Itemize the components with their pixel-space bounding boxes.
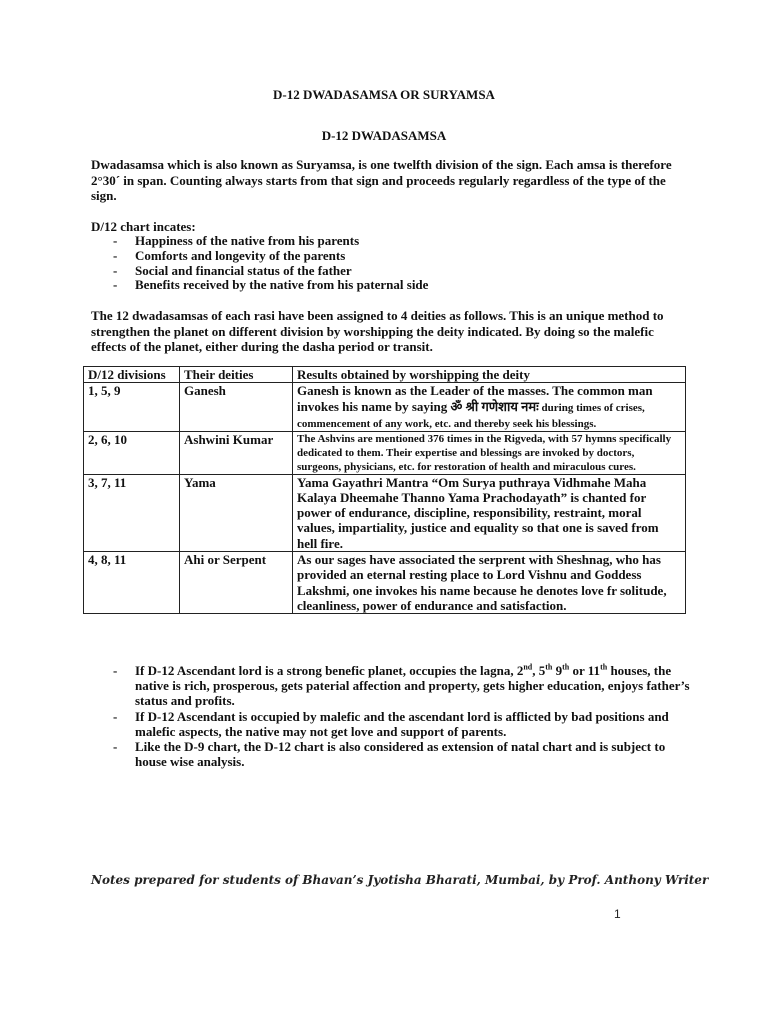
chart-indicates-list bbox=[113, 234, 673, 293]
list-item-text bbox=[135, 663, 693, 709]
table-row bbox=[84, 431, 686, 474]
deity-cell: Ganesh bbox=[180, 383, 293, 431]
footer-note: Notes prepared for students of Bhavan’s Jyotisha Bharati, Mumbai, by Prof. Anthony Writer bbox=[91, 873, 709, 887]
list-item bbox=[113, 249, 673, 264]
deity-cell: Ahi or Serpent bbox=[180, 552, 293, 614]
table-header-cell: Results obtained by worshipping the deity bbox=[293, 367, 686, 383]
list-item-text: Happiness of the native from his parents bbox=[135, 233, 360, 248]
ordinal-suffix: nd bbox=[523, 662, 533, 672]
result-text: As our sages have associated the serprent with Sheshnag, who has provided an eternal resting place to Lord Vishnu and Goddess Lakshmi, one invokes his name because he denotes love fr solitude, cleanliness, power of endurance and satisfaction. bbox=[297, 552, 667, 613]
chart-indicates-heading: D/12 chart incates: bbox=[91, 219, 196, 234]
divisions-cell: 2, 6, 10 bbox=[84, 431, 180, 474]
list-item bbox=[113, 739, 693, 769]
page-number: 1 bbox=[614, 907, 621, 921]
divisions-cell: 4, 8, 11 bbox=[84, 552, 180, 614]
rule-text: or 11 bbox=[569, 663, 601, 678]
deity-cell: Yama bbox=[180, 474, 293, 551]
bullet-dash: - bbox=[113, 663, 118, 678]
divisions-cell: 1, 5, 9 bbox=[84, 383, 180, 431]
rule-text: , 5 bbox=[532, 663, 546, 678]
rule-text: 9 bbox=[552, 663, 563, 678]
ordinal-suffix: th bbox=[562, 662, 570, 672]
list-item-text: Like the D-9 chart, the D-12 chart is also considered as extension of natal chart and is subject to house wise analysis. bbox=[135, 739, 666, 770]
ordinal-suffix: th bbox=[600, 662, 608, 672]
result-cell bbox=[293, 474, 686, 551]
list-item bbox=[113, 264, 673, 279]
list-item bbox=[113, 663, 693, 709]
deities-table bbox=[83, 366, 686, 614]
list-item-text: Comforts and longevity of the parents bbox=[135, 247, 346, 263]
page-subtitle: D-12 DWADASAMSA bbox=[321, 128, 447, 143]
result-cell bbox=[293, 552, 686, 614]
deities-intro-paragraph: The 12 dwadasamsas of each rasi have been assigned to 4 deities as follows. This is an unique method to strengthen the planet on different division by worshipping the deity indicated. By doing so the malefic effects of the planet, either during the dasha period or transit. bbox=[91, 308, 664, 354]
result-text: Yama Gayathri Mantra “Om Surya puthraya Vidhmahe Maha Kalaya Dheemahe Thanno Yama Prachodayath” is chanted for power of endurance, discipline, responsibility, restraint, moral values, impartiality, justice and equality so that one is saved from hell fire. bbox=[297, 474, 659, 551]
ordinal-suffix: th bbox=[545, 662, 553, 672]
bullet-dash: - bbox=[113, 262, 118, 278]
list-item-text: Benefits received by the native from his paternal side bbox=[135, 277, 429, 293]
bullet-dash: - bbox=[113, 739, 118, 755]
bullet-dash: - bbox=[113, 277, 118, 293]
table-row bbox=[84, 552, 686, 614]
list-item bbox=[113, 234, 673, 249]
bullet-dash: - bbox=[113, 708, 118, 724]
rules-list bbox=[113, 663, 693, 769]
table-header-cell: D/12 divisions bbox=[84, 367, 180, 383]
result-cell bbox=[293, 431, 686, 474]
result-text: Ganesh is known as the Leader of the masses. The common man invokes his name by saying ॐ श्री गणेशाय नमः bbox=[297, 383, 653, 414]
list-item-text: Social and financial status of the father bbox=[135, 262, 352, 278]
rule-text: If D-12 Ascendant lord is a strong benefic planet, occupies the lagna, 2 bbox=[135, 663, 524, 678]
table-header-cell: Their deities bbox=[180, 367, 293, 383]
result-small-text: The Ashvins are mentioned 376 times in the Rigveda, with 57 hymns specifically dedicated to them. Their expertise and blessings are invoked by doctors, surgeons, physicians, etc. for restoration of health and miraculous cures. bbox=[297, 432, 672, 473]
result-cell bbox=[293, 383, 686, 431]
result-small-text: during times of crises, commencement of any work, etc. and thereby seek his blessings. bbox=[297, 401, 645, 430]
bullet-dash: - bbox=[113, 247, 118, 263]
table-header-row bbox=[84, 367, 686, 383]
rule-text: houses, the native is rich, prosperous, gets paterial affection and property, gets higher education, enjoys father’s status and profits. bbox=[135, 663, 690, 709]
table-row bbox=[84, 474, 686, 551]
divisions-cell: 3, 7, 11 bbox=[84, 474, 180, 551]
intro-paragraph: Dwadasamsa which is also known as Suryamsa, is one twelfth division of the sign. Each amsa is therefore 2°30´ in span. Counting always starts from that sign and proceeds regularly regardless of the type of the sign. bbox=[91, 157, 672, 203]
list-item-text: If D-12 Ascendant is occupied by malefic and the ascendant lord is afflicted by bad positions and malefic aspects, the native may not get love and support of parents. bbox=[135, 708, 669, 739]
bullet-dash: - bbox=[113, 233, 118, 248]
page-title: D-12 DWADASAMSA OR SURYAMSA bbox=[273, 87, 495, 102]
list-item bbox=[113, 709, 693, 739]
deity-cell: Ashwini Kumar bbox=[180, 431, 293, 474]
table-row bbox=[84, 383, 686, 431]
list-item bbox=[113, 278, 673, 293]
